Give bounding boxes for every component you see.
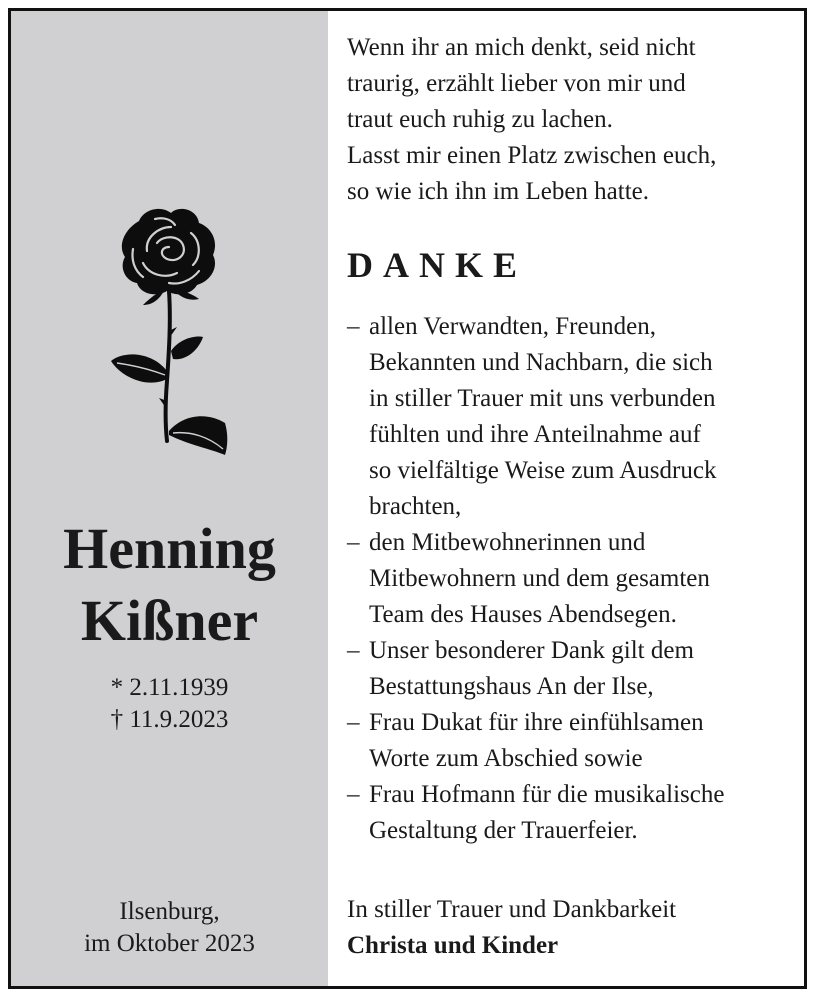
date-line: im Oktober 2023 [84,930,255,957]
poem-line: Wenn ihr an mich denkt, seid nicht [347,34,696,61]
thanks-item [347,705,724,777]
death-date: † 11.9.2023 [110,706,229,733]
closing-line: In stiller Trauer und Dankbarkeit [347,896,677,923]
thanks-line: Frau Dukat für ihre einfühlsamen [369,709,704,736]
poem-line: Lasst mir einen Platz zwischen euch, [347,142,717,169]
rose-icon [99,201,234,461]
thanks-line: allen Verwandten, Freunden, [369,313,656,340]
thanks-line: Bekannten und Nachbarn, die sich [369,349,713,376]
poem-line: traut euch ruhig zu lachen. [347,106,613,133]
thanks-line: Frau Hofmann für die musikalische [369,781,725,808]
obituary-frame [8,8,807,989]
dash: – [347,313,360,340]
poem-line: so wie ich ihn im Leben hatte. [347,178,650,205]
thanks-line: Bestattungshaus An der Ilse, [369,673,654,700]
signature: Christa und Kinder [347,932,559,959]
thanks-line: so vielfältige Weise zum Ausdruck [369,457,717,484]
place-line: Ilsenburg, [119,898,220,925]
thanks-list [347,309,724,849]
thanks-line: Unser besonderer Dank gilt dem [369,637,694,664]
thanks-item [347,777,724,849]
dash: – [347,709,360,736]
thanks-line: den Mitbewohnerinnen und [369,529,646,556]
thanks-line: Gestaltung der Trauerfeier. [369,817,638,844]
dash: – [347,781,360,808]
thanks-line: Worte zum Abschied sowie [369,745,643,772]
thanks-item [347,309,724,525]
birth-date: * 2.11.1939 [110,674,229,701]
thanks-item [347,633,724,705]
thanks-line: brachten, [369,493,462,520]
deceased-last-name: Kißner [80,588,259,653]
closing [347,892,676,964]
deceased-first-name: Henning [63,516,276,581]
dash: – [347,529,360,556]
poem [347,30,716,210]
poem-line: traurig, erzählt lieber von mir und [347,70,686,97]
thanks-line: in stiller Trauer mit uns verbunden [369,385,716,412]
thanks-line: Team des Hauses Abendsegen. [369,601,677,628]
danke-heading: DANKE [347,245,528,285]
thanks-item [347,525,724,633]
right-panel [328,11,804,986]
thanks-line: Mitbewohnern und dem gesamten [369,565,710,592]
thanks-line: fühlten und ihre Anteilnahme auf [369,421,701,448]
left-panel [11,11,328,986]
dash: – [347,637,360,664]
